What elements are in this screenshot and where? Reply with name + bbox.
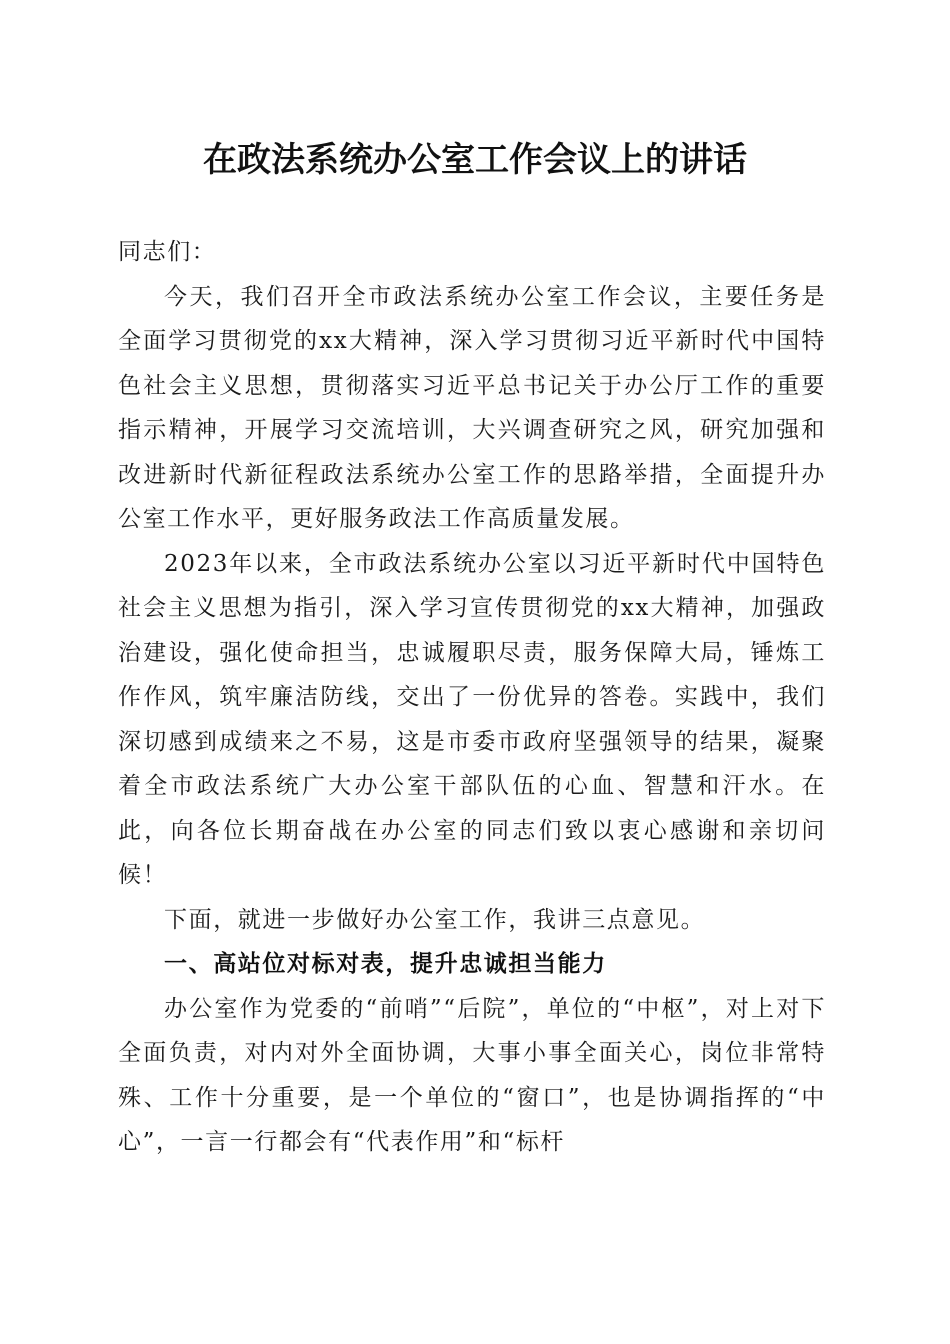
salutation: 同志们： <box>118 239 217 265</box>
paragraph-opening: 今天，我们召开全市政法系统办公室工作会议，主要任务是全面学习贯彻党的xx大精神，深入学习贯彻习近平新时代中国特色社会主义思想，贯彻落实习近平总书记关于办公厅工作的重要指示精神，开展学习交流培训，大兴调查研究之风，研究加强和改进新时代新征程政法系统办公室工作的思路举措，全面提升办公室工作水平，更好服务政法工作高质量发展。 <box>118 283 826 532</box>
section-paragraph-1: 办公室作为党委的“前哨”“后院”，单位的“中枢”，对上对下全面负责，对内对外全面协调，大事小事全面关心，岗位非常特殊、工作十分重要，是一个单位的“窗口”，也是协调指挥的“中心”，一言一行都会有“代表作用”和“标杆 <box>118 995 826 1155</box>
section-heading-1: 一、高站位对标对表，提升忠诚担当能力 <box>164 951 607 977</box>
paragraph-transition: 下面，就进一步做好办公室工作，我讲三点意见。 <box>164 906 706 933</box>
document-title: 在政法系统办公室工作会议上的讲话 <box>203 140 747 180</box>
paragraph-review: 2023年以来，全市政法系统办公室以习近平新时代中国特色社会主义思想为指引，深入学习宣传贯彻党的xx大精神，加强政治建设，强化使命担当，忠诚履职尽责，服务保障大局，锤炼工作作风，筑牢廉洁防线，交出了一份优异的答卷。实践中，我们深切感到成绩来之不易，这是市委市政府坚强领导的结果，凝聚着全市政法系统广大办公室干部队伍的心血、智慧和汗水。在此，向各位长期奋战在办公室的同志们致以衷心感谢和亲切问候！ <box>118 550 826 888</box>
document-body <box>118 230 826 1165</box>
